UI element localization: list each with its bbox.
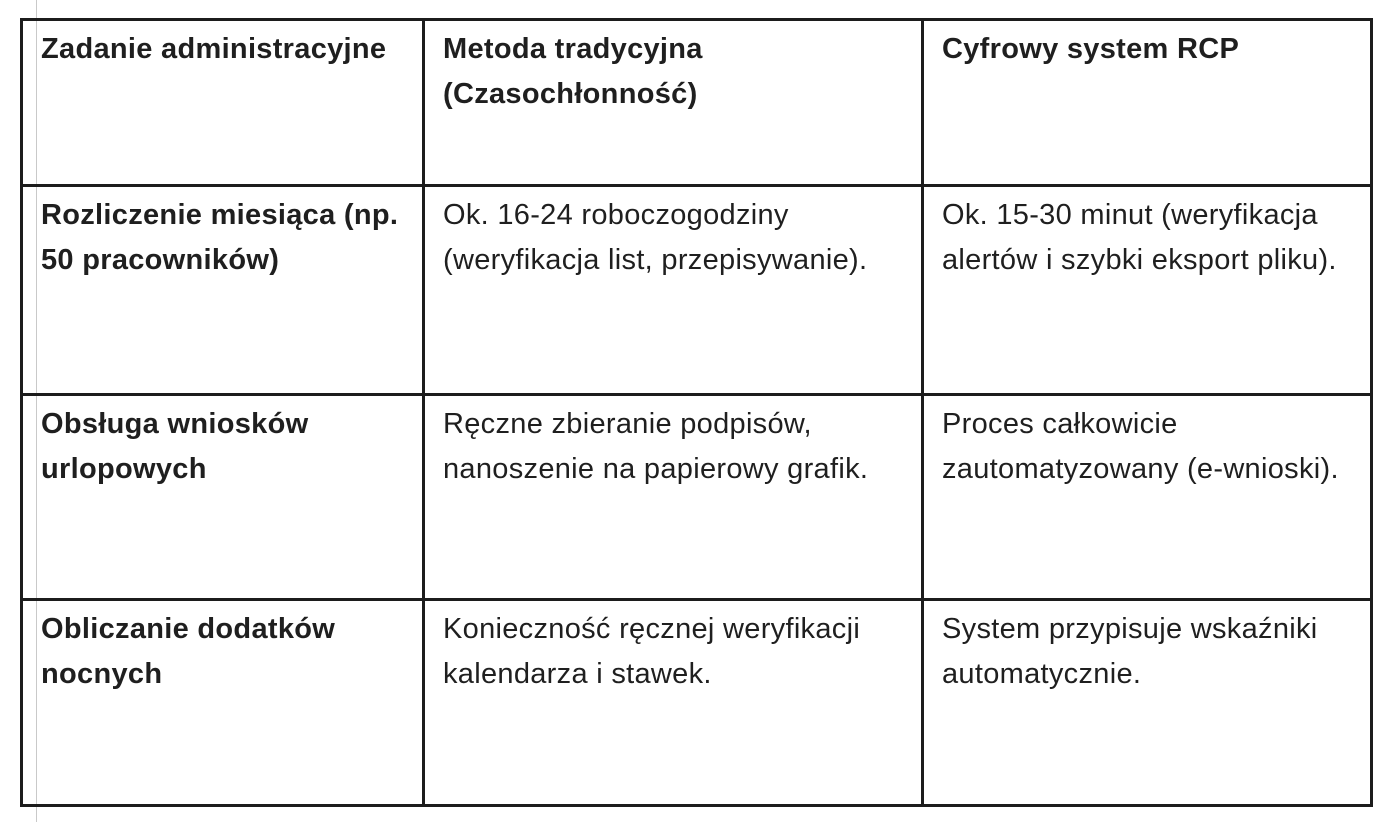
table-row — [22, 186, 1372, 395]
task-label: Obsługa wniosków urlopowych — [41, 408, 309, 485]
traditional-text: Konieczność ręcznej weryfikacji kalendarza i stawek. — [443, 613, 861, 690]
traditional-cell — [424, 186, 923, 395]
traditional-text: Ok. 16-24 roboczogodziny (weryfikacja list, przepisywanie). — [443, 199, 868, 276]
task-cell — [22, 600, 424, 806]
header-traditional-label: Metoda tradycyjna (Czasochłonność) — [443, 33, 703, 110]
table-row — [22, 600, 1372, 806]
table-row — [22, 395, 1372, 600]
header-cell-task — [22, 20, 424, 186]
comparison-table — [20, 18, 1373, 807]
header-task-label: Zadanie administracyjne — [41, 33, 387, 65]
header-cell-digital — [923, 20, 1372, 186]
traditional-cell — [424, 600, 923, 806]
digital-text: Proces całkowicie zautomatyzowany (e-wnioski). — [942, 408, 1339, 485]
digital-cell — [923, 395, 1372, 600]
task-cell — [22, 186, 424, 395]
digital-text: System przypisuje wskaźniki automatycznie. — [942, 613, 1318, 690]
traditional-cell — [424, 395, 923, 600]
digital-cell — [923, 186, 1372, 395]
traditional-text: Ręczne zbieranie podpisów, nanoszenie na papierowy grafik. — [443, 408, 869, 485]
comparison-table-container — [20, 18, 1370, 807]
table-header-row — [22, 20, 1372, 186]
digital-cell — [923, 600, 1372, 806]
task-label: Obliczanie dodatków nocnych — [41, 613, 336, 690]
task-label: Rozliczenie miesiąca (np. 50 pracowników) — [41, 199, 399, 276]
task-cell — [22, 395, 424, 600]
header-digital-label: Cyfrowy system RCP — [942, 33, 1240, 65]
header-cell-traditional — [424, 20, 923, 186]
digital-text: Ok. 15-30 minut (weryfikacja alertów i szybki eksport pliku). — [942, 199, 1337, 276]
